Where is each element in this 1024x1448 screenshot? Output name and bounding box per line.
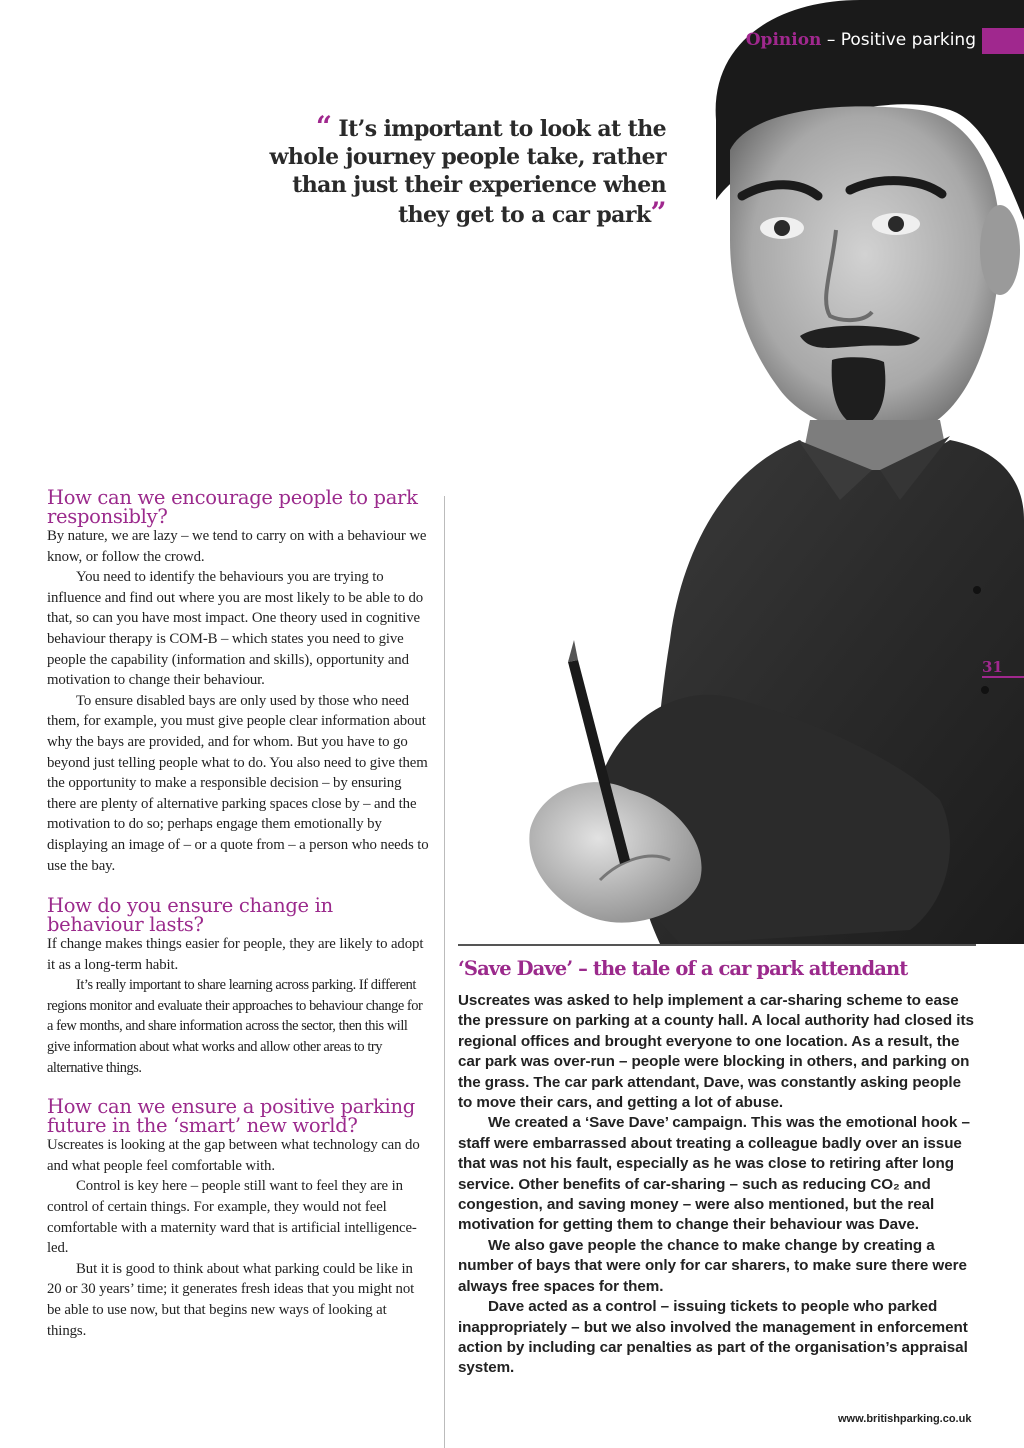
- pull-quote: [250, 110, 666, 229]
- section-paragraph: By nature, we are lazy – we tend to carry on with a behaviour we know, or follow the crowd.: [47, 528, 427, 565]
- boxout-paragraph: We also gave people the chance to make change by creating a number of bays that were only for car sharers, to make sure there were always free spaces for them.: [458, 1236, 967, 1295]
- section-paragraph: It’s really important to share learning across parking. If different regions monitor and evaluate their approaches to behaviour change for a few months, and share information across the sector, then this will give information about what works and allow other areas to try alternative things.: [47, 977, 423, 1076]
- header-topic: – Positive parking: [821, 30, 976, 50]
- section-paragraph: Uscreates is looking at the gap between what technology can do and what people feel comfortable with.: [47, 1137, 420, 1174]
- boxout-paragraph: We created a ‘Save Dave’ campaign. This was the emotional hook – staff were embarrassed about treating a colleague badly over an issue that was not his fault, especially as he was close to retiring after long service. Other benefits of car-sharing – such as reducing CO₂ and congestion, and saving money – were also mentioned, but the real motivation for getting them to change their behaviour was Dave.: [458, 1114, 970, 1234]
- section-heading: How can we encourage people to park responsibly?: [47, 486, 418, 528]
- section-heading: How do you ensure change in behaviour lasts?: [47, 894, 333, 937]
- boxout-rule: [458, 944, 976, 946]
- section-paragraph: Control is key here – people still want to feel they are in control of certain things. For example, they would not feel comfortable with a maternity ward that is artificial intelligence-led.: [47, 1178, 417, 1257]
- left-column: [47, 488, 429, 1341]
- header-label: [746, 30, 976, 50]
- boxout-heading: ‘Save Dave’ – the tale of a car park attendant: [458, 957, 908, 980]
- close-quote-mark: ”: [650, 196, 666, 229]
- section-paragraph: If change makes things easier for people, they are likely to adopt it as a long-term habit.: [47, 936, 424, 973]
- section-paragraph: You need to identify the behaviours you are trying to influence and find out where you are most likely to be able to do that, so can you have most impact. One theory used in cognitive behaviour therapy is COM-B – which states you need to give people the capability (information and skills), opportunity and motivation to change their behaviour.: [47, 569, 424, 689]
- page-number-rule: [982, 676, 1024, 678]
- section-paragraph: To ensure disabled bays are only used by those who need them, for example, you must give people clear information about why the bays are provided, and for whom. But you have to go beyond just telling people what to do. You also need to give them the opportunity to make a responsible decision – by ensuring there are plenty of alternative parking spaces close by – and the motivation to do so; perhaps engage them emotionally by displaying an image of – or a quote from – a person who needs to use the bay.: [47, 692, 429, 874]
- open-quote-mark: “: [315, 110, 332, 143]
- page-header: [745, 28, 1024, 54]
- section-paragraph: But it is good to think about what parking could be like in 20 or 30 years’ time; it generates fresh ideas that you might not be able to use now, but that begins new ways of looking at things.: [47, 1260, 415, 1339]
- header-accent-bar: [982, 28, 1024, 54]
- header-section: Opinion: [745, 30, 822, 50]
- section-heading: How can we ensure a positive parking future in the ‘smart’ new world?: [47, 1095, 415, 1138]
- column-divider: [444, 496, 445, 1448]
- page-number: 31: [982, 658, 1003, 676]
- pull-quote-text: It’s important to look at the whole journey people take, rather than just their experience when they get to a car park: [269, 116, 666, 228]
- boxout: [458, 955, 978, 1379]
- boxout-paragraph: Dave acted as a control – issuing tickets to people who parked inappropriately – but we also involved the management in enforcement action by including car penalties as part of the organisation’s appraisal system.: [458, 1298, 968, 1377]
- boxout-paragraph: Uscreates was asked to help implement a car-sharing scheme to ease the pressure on parking at a county hall. A local authority had closed its regional offices and brought everyone to one location. As a result, the car park was over-run – people were blocking in others, and parking on the grass. The car park attendant, Dave, was constantly asking people to move their cars, and getting a lot of abuse.: [458, 992, 974, 1112]
- footer-url[interactable]: www.britishparking.co.uk: [838, 1413, 972, 1425]
